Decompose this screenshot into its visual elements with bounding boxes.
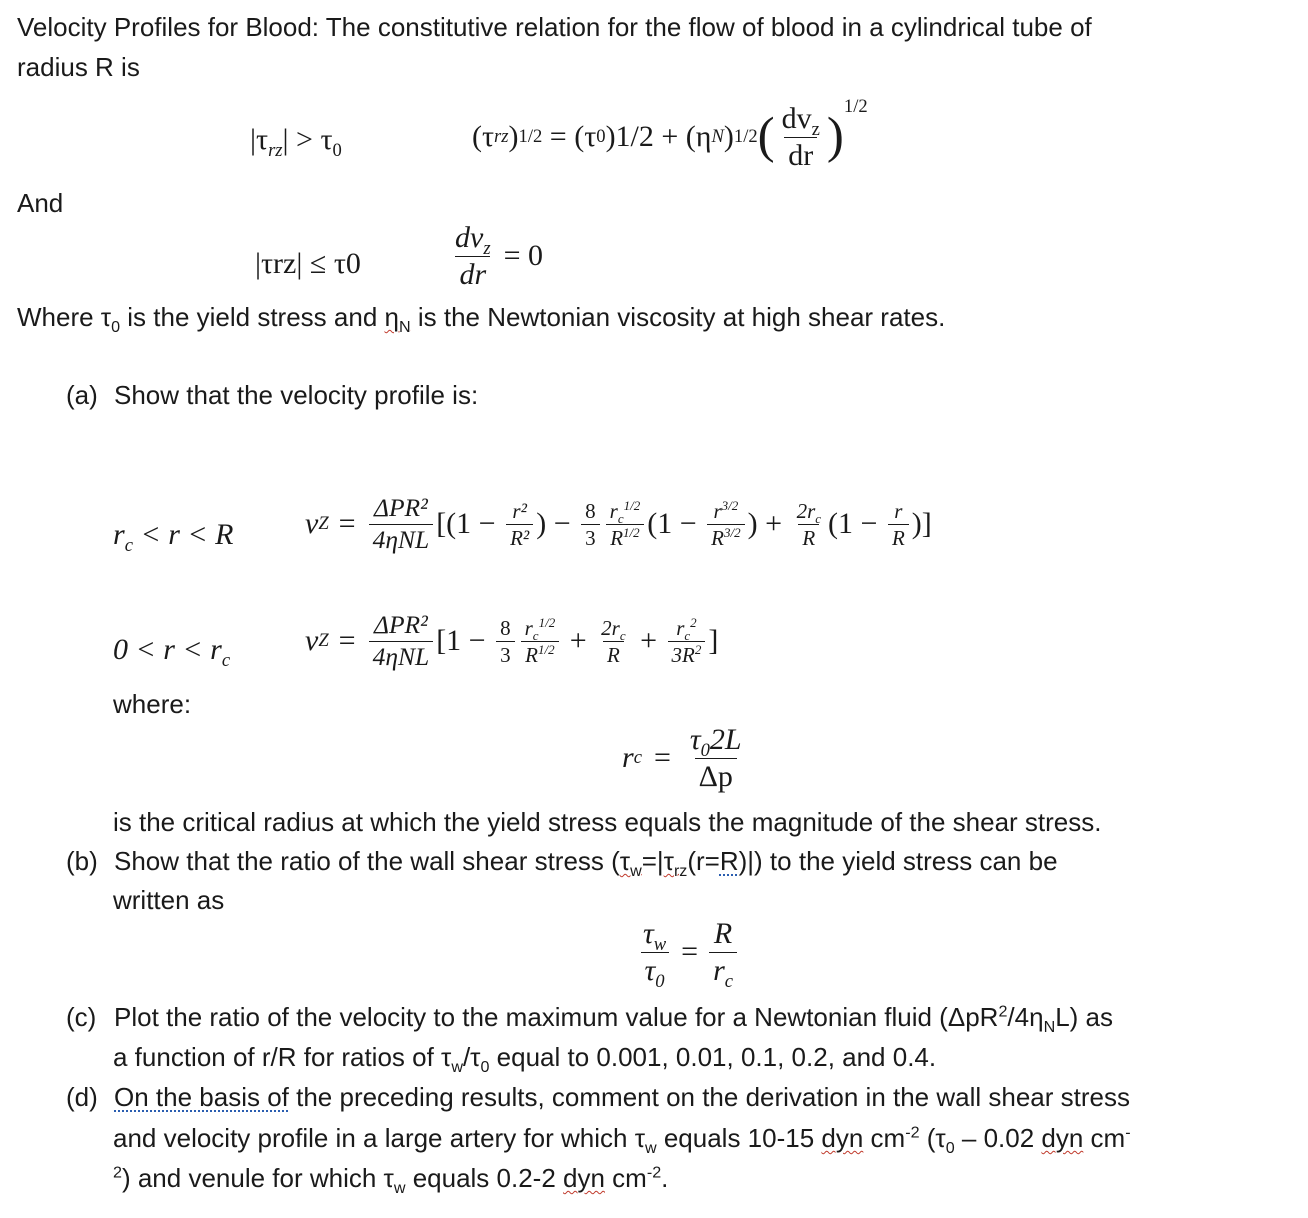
ratio-equation: $\frac{\tau_w}{\tau_0}$ = $\frac{R}{r_c}$	[636, 918, 740, 986]
eq1-relation: (τ rz ) 1/2 = (τ 0 )1/2 + (η N ) 1/2 ( $\frac{dv_z}{dr}$ ) $^{1/2}$	[472, 96, 868, 172]
eq2-derivative: $\frac{dv_z}{dr}$ = 0	[455, 221, 543, 291]
profile2-equation: v Z = $\frac{\text{ΔPR²}}{\text{4ηNL}}$ [1 − $\frac{8}{3}$ $\frac{r_c^{1/2}}{R^{1/2}}$ + $\frac{2r_c}{R}$ + $\frac{r_c^2}{3R^2}$ ]	[305, 610, 719, 671]
part-c-line-1: (c) Plot the ratio of the velocity to the maximum value for a Newtonian fluid $(\Delta pR^2/4\eta_NL)$ as	[66, 1002, 1114, 1037]
eq2-condition: |τrz| ≤ τ0	[255, 247, 361, 280]
where-label: where:	[113, 689, 192, 719]
intro-line-1: Velocity Profiles for Blood: The constitutive relation for the flow of blood in a cylindrical tube of	[17, 12, 1092, 42]
where-definition: Where $\tau_0$ is the yield stress and $\eta_N$ is the Newtonian viscosity at high shear rates.	[17, 302, 946, 337]
part-b-line-1: (b) Show that the ratio of the wall shear stress $(\tau_w=|\tau_{rz}(r=R)|)$ to the yield stress can be	[66, 846, 1058, 881]
profile1-equation: v Z = $\frac{\text{ΔPR²}}{\text{4ηNL}}$ [(1 − $\frac{\text{r²}}{\text{R²}}$ ) − $\frac{8}{3}$ $\frac{r_c^{1/2}}{R^{1/2}}$ (1 − $\frac{r^{3/2}}{R^{3/2}}$ ) + $\frac{2r_c}{R}$ (1 − $\frac{r}{R}$ )]	[305, 493, 932, 554]
part-d-line-3: $^2$) and venule for which $\tau_w$ equals 0.2-2 dyn $cm^{-2}$.	[113, 1163, 669, 1198]
part-b-line-2: written as	[113, 885, 225, 915]
critical-radius-text: is the critical radius at which the yield stress equals the magnitude of the shear stress.	[113, 807, 1102, 837]
part-d-line-2: and velocity profile in a large artery for which $\tau_w$ equals 10-15 dyn $cm^{-2}$ ($\tau_0 - 0.02$ dyn cm-	[113, 1123, 1131, 1158]
eq1-condition: $|\tau_{rz}| > \tau_0$	[250, 123, 342, 161]
part-a: (a) Show that the velocity profile is:	[66, 380, 479, 410]
part-c-line-2: a function of r/R for ratios of $\tau_w/\tau_0$ equal to 0.001, 0.01, 0.1, 0.2, and 0.4.	[113, 1042, 937, 1077]
profile1-condition: $r_c < r < R$	[113, 518, 234, 556]
profile2-condition: $0 < r < r_c$	[113, 633, 231, 671]
part-d-line-1: (d) On the basis of the preceding results, comment on the derivation in the wall shear stress	[66, 1082, 1130, 1112]
and-label: And	[17, 188, 64, 218]
rc-equation: r c = $\frac{\tau_02L}{\Delta p}$	[622, 723, 742, 793]
intro-line-2: radius R is	[17, 52, 140, 82]
